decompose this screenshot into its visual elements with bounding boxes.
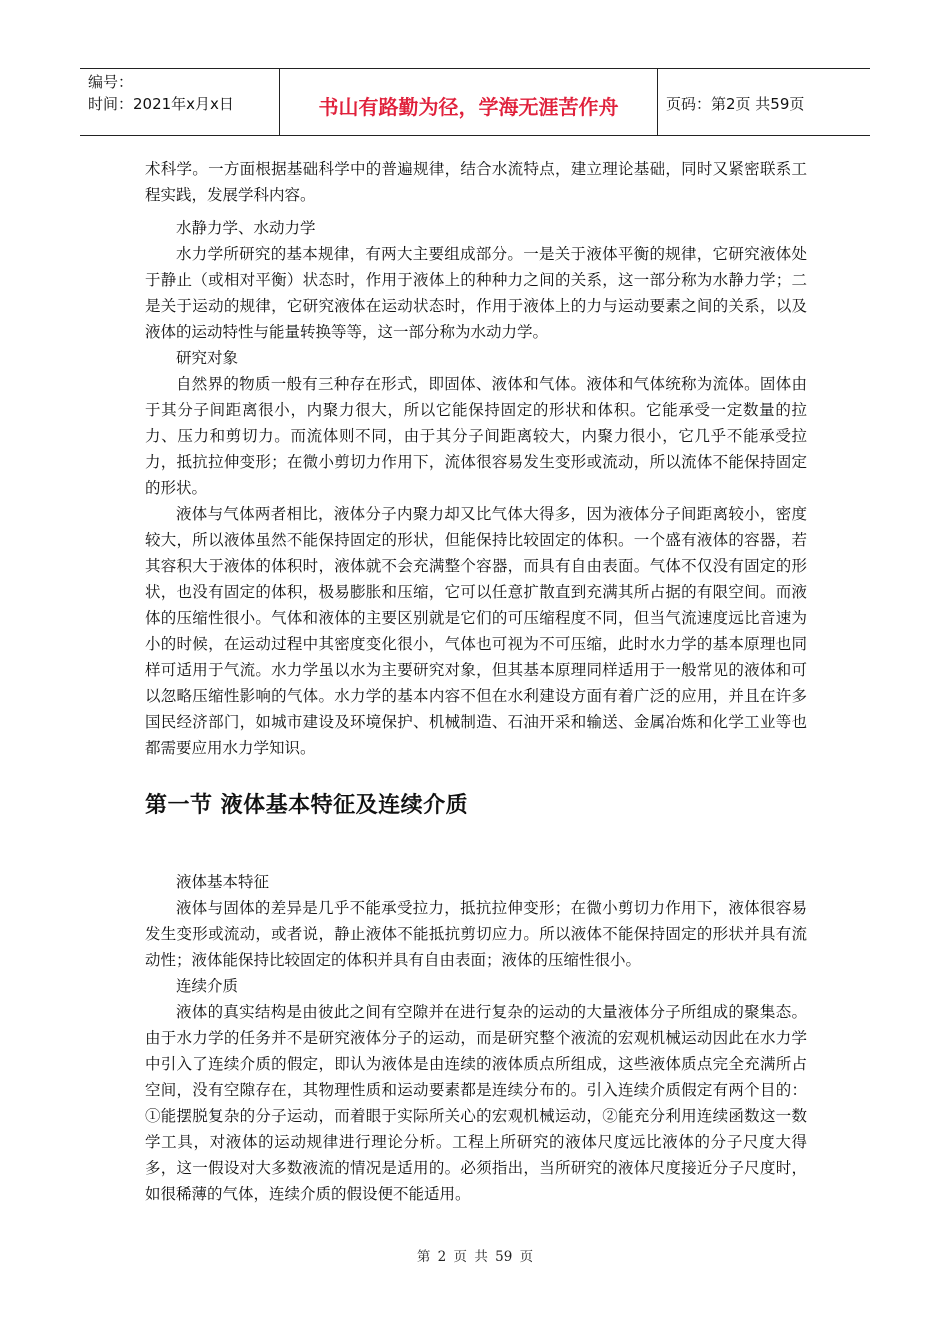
header-left-cell bbox=[80, 69, 280, 135]
paragraph-continued: 术科学。一方面根据基础科学中的普遍规律，结合水流特点，建立理论基础，同时又紧密联系工程实践，发展学科内容。 bbox=[145, 160, 807, 204]
section-title: 第一节 液体基本特征及连续介质 bbox=[145, 793, 469, 818]
page-footer: 第 2 页 共 59 页 bbox=[416, 1249, 534, 1265]
date-label: 时间：2021年x月x日 bbox=[88, 95, 234, 113]
serial-label: 编号： bbox=[88, 73, 134, 91]
document-body bbox=[145, 156, 807, 1207]
paragraph-hydrostatics: 水力学所研究的基本规律，有两大主要组成部分。一是关于液体平衡的规律，它研究液体处于静止（或相对平衡）状态时，作用于液体上的种种力之间的关系，这一部分称为水静力学；二是关于运动的规律，它研究液体在运动状态时，作用于液体上的力与运动要素之间的关系，以及液体的运动特性与能量转换等等，这一部分称为水动力学。 bbox=[145, 245, 807, 341]
page-header bbox=[80, 68, 870, 136]
header-page-label: 页码：第2页 共59页 bbox=[666, 94, 805, 113]
paragraph-liquid-vs-gas: 液体与气体两者相比，液体分子内聚力却又比气体大得多，因为液体分子间距离较小，密度较大，所以液体虽然不能保持固定的形状，但能保持比较固定的体积。一个盛有液体的容器，若其容积大于液体的体积时，液体就不会充满整个容器，而具有自由表面。气体不仅没有固定的形状，也没有固定的体积，极易膨胀和压缩，它可以任意扩散直到充满其所占据的有限空间。而液体的压缩性很小。气体和液体的主要区别就是它们的可压缩程度不同，但当气流速度远比音速为小的时候，在运动过程中其密度变化很小，气体也可视为不可压缩，此时水力学的基本原理也同样可适用于气流。水力学虽以水为主要研究对象，但其基本原理同样适用于一般常见的液体和可以忽略压缩性影响的气体。水力学的基本内容不但在水利建设方面有着广泛的应用，并且在许多国民经济部门，如城市建设及环境保护、机械制造、石油开采和输送、金属冶炼和化学工业等也都需要应用水力学知识。 bbox=[145, 505, 807, 757]
paragraph-continuum: 液体的真实结构是由彼此之间有空隙并在进行复杂的运动的大量液体分子所组成的聚集态。由于水力学的任务并不是研究液体分子的运动，而是研究整个液流的宏观机械运动因此在水力学中引入了连续介质的假定，即认为液体是由连续的液体质点所组成，这些液体质点完全充满所占空间，没有空隙存在，其物理性质和运动要素都是连续分布的。引入连续介质假定有两个目的：①能摆脱复杂的分子运动，而着眼于实际所关心的宏观机械运动，②能充分利用连续函数这一数学工具，对液体的运动规律进行理论分析。工程上所研究的液体尺度远比液体的分子尺度大得多，这一假设对大多数液流的情况是适用的。必须指出，当所研究的液体尺度接近分子尺度时，如很稀薄的气体，连续介质的假设便不能适用。 bbox=[145, 1003, 807, 1203]
subheading-hydrostatics: 水静力学、水动力学 bbox=[176, 219, 316, 237]
subheading-liquid-features: 液体基本特征 bbox=[176, 873, 270, 891]
paragraph-liquid-features: 液体与固体的差异是几乎不能承受拉力，抵抗拉伸变形；在微小剪切力作用下，液体很容易发生变形或流动，或者说，静止液体不能抵抗剪切应力。所以液体不能保持固定的形状并具有流动性；液体能保持比较固定的体积并具有自由表面；液体的压缩性很小。 bbox=[145, 899, 807, 969]
header-motto: 书山有路勤为径，学海无涯苦作舟 bbox=[280, 69, 658, 135]
paragraph-matter-forms: 自然界的物质一般有三种存在形式，即固体、液体和气体。液体和气体统称为流体。固体由于其分子间距离很小，内聚力很大，所以它能保持固定的形状和体积。它能承受一定数量的拉力、压力和剪切力。而流体则不同，由于其分子间距离较大，内聚力很小，它几乎不能承受拉力，抵抗拉伸变形；在微小剪切力作用下，流体很容易发生变形或流动，所以流体不能保持固定的形状。 bbox=[145, 375, 807, 497]
subheading-research-object: 研究对象 bbox=[176, 349, 239, 367]
subheading-continuum: 连续介质 bbox=[176, 977, 239, 995]
